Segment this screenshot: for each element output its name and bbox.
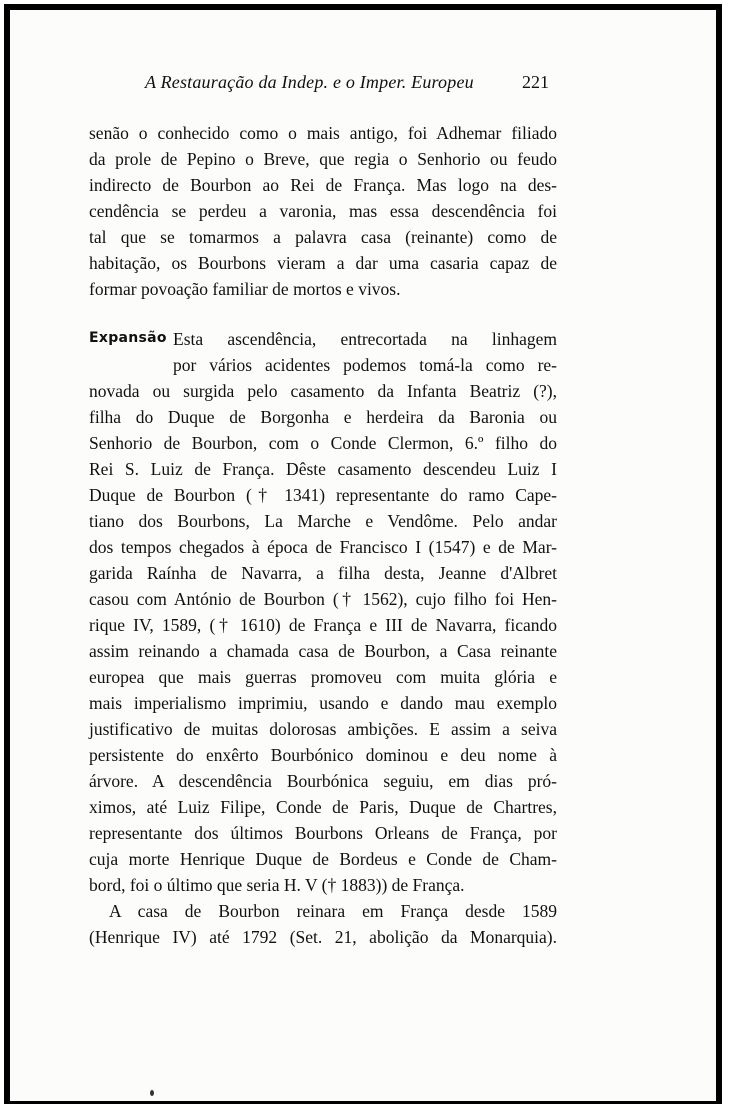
text-line: Senhorio de Bourbon, com o Conde Clermon, 6.º filho do: [89, 433, 557, 453]
text-line: novada ou surgida pelo casamento da Infanta Beatriz (?),: [89, 381, 557, 401]
text-line: habitação, os Bourbons vieram a dar uma casaria capaz de: [89, 253, 557, 273]
text-line: ximos, até Luiz Filipe, Conde de Paris, Duque de Chartres,: [89, 797, 557, 817]
page-number: 221: [522, 72, 549, 92]
text-line: cendência se perdeu a varonia, mas essa descendência foi: [89, 201, 557, 221]
text-line: assim reinando a chamada casa de Bourbon, a Casa reinante: [89, 641, 557, 661]
text-line: persistente do enxêrto Bourbónico dominou e deu nome à: [89, 745, 557, 765]
text-line: justificativo de muitas dolorosas ambições. E assim a seiva: [89, 719, 557, 739]
text-line: indirecto de Bourbon ao Rei de França. Mas logo na des-: [89, 175, 557, 195]
text-line: da prole de Pepino o Breve, que regia o Senhorio ou feudo: [89, 149, 557, 169]
text-line: A casa de Bourbon reinara em França desde 1589: [109, 901, 557, 921]
text-line: formar povoação familiar de mortos e vivos.: [89, 279, 401, 299]
running-title: A Restauração da Indep. e o Imper. Europeu: [145, 72, 474, 92]
text-line: tiano dos Bourbons, La Marche e Vendôme. Pelo andar: [89, 511, 557, 531]
text-line: árvore. A descendência Bourbónica seguiu, em dias pró-: [89, 771, 557, 791]
text-line: representante dos últimos Bourbons Orleans de França, por: [89, 823, 557, 843]
text-line: filha do Duque de Borgonha e herdeira da Baronia ou: [89, 407, 557, 427]
text-line: Esta ascendência, entrecortada na linhagem: [173, 329, 557, 349]
ink-speck: [150, 1090, 154, 1096]
text-line: (Henrique IV) até 1792 (Set. 21, abolição da Monarquia).: [89, 927, 557, 947]
text-line: Duque de Bourbon († 1341) representante do ramo Cape-: [89, 485, 557, 505]
text-line: bord, foi o último que seria H. V († 1883)) de França.: [89, 875, 465, 895]
text-line: garida Raínha de Navarra, a filha desta, Jeanne d'Albret: [89, 563, 557, 583]
margin-note: Expansão: [89, 330, 167, 346]
text-line: por vários acidentes podemos tomá-la como re-: [173, 355, 557, 375]
text-line: dos tempos chegados à época de Francisco I (1547) e de Mar-: [89, 537, 557, 557]
text-line: mais imperialismo imprimiu, usando e dando mau exemplo: [89, 693, 557, 713]
text-line: europea que mais guerras promoveu com muita glória e: [89, 667, 557, 687]
text-line: Rei S. Luiz de França. Dêste casamento descendeu Luiz I: [89, 459, 557, 479]
text-line: casou com António de Bourbon († 1562), cujo filho foi Hen-: [89, 589, 557, 609]
text-line: cuja morte Henrique Duque de Bordeus e Conde de Cham-: [89, 849, 557, 869]
text-line: senão o conhecido como o mais antigo, foi Adhemar filiado: [89, 123, 557, 143]
text-line: tal que se tomarmos a palavra casa (reinante) como de: [89, 227, 557, 247]
text-line: rique IV, 1589, († 1610) de França e III de Navarra, ficando: [89, 615, 557, 635]
